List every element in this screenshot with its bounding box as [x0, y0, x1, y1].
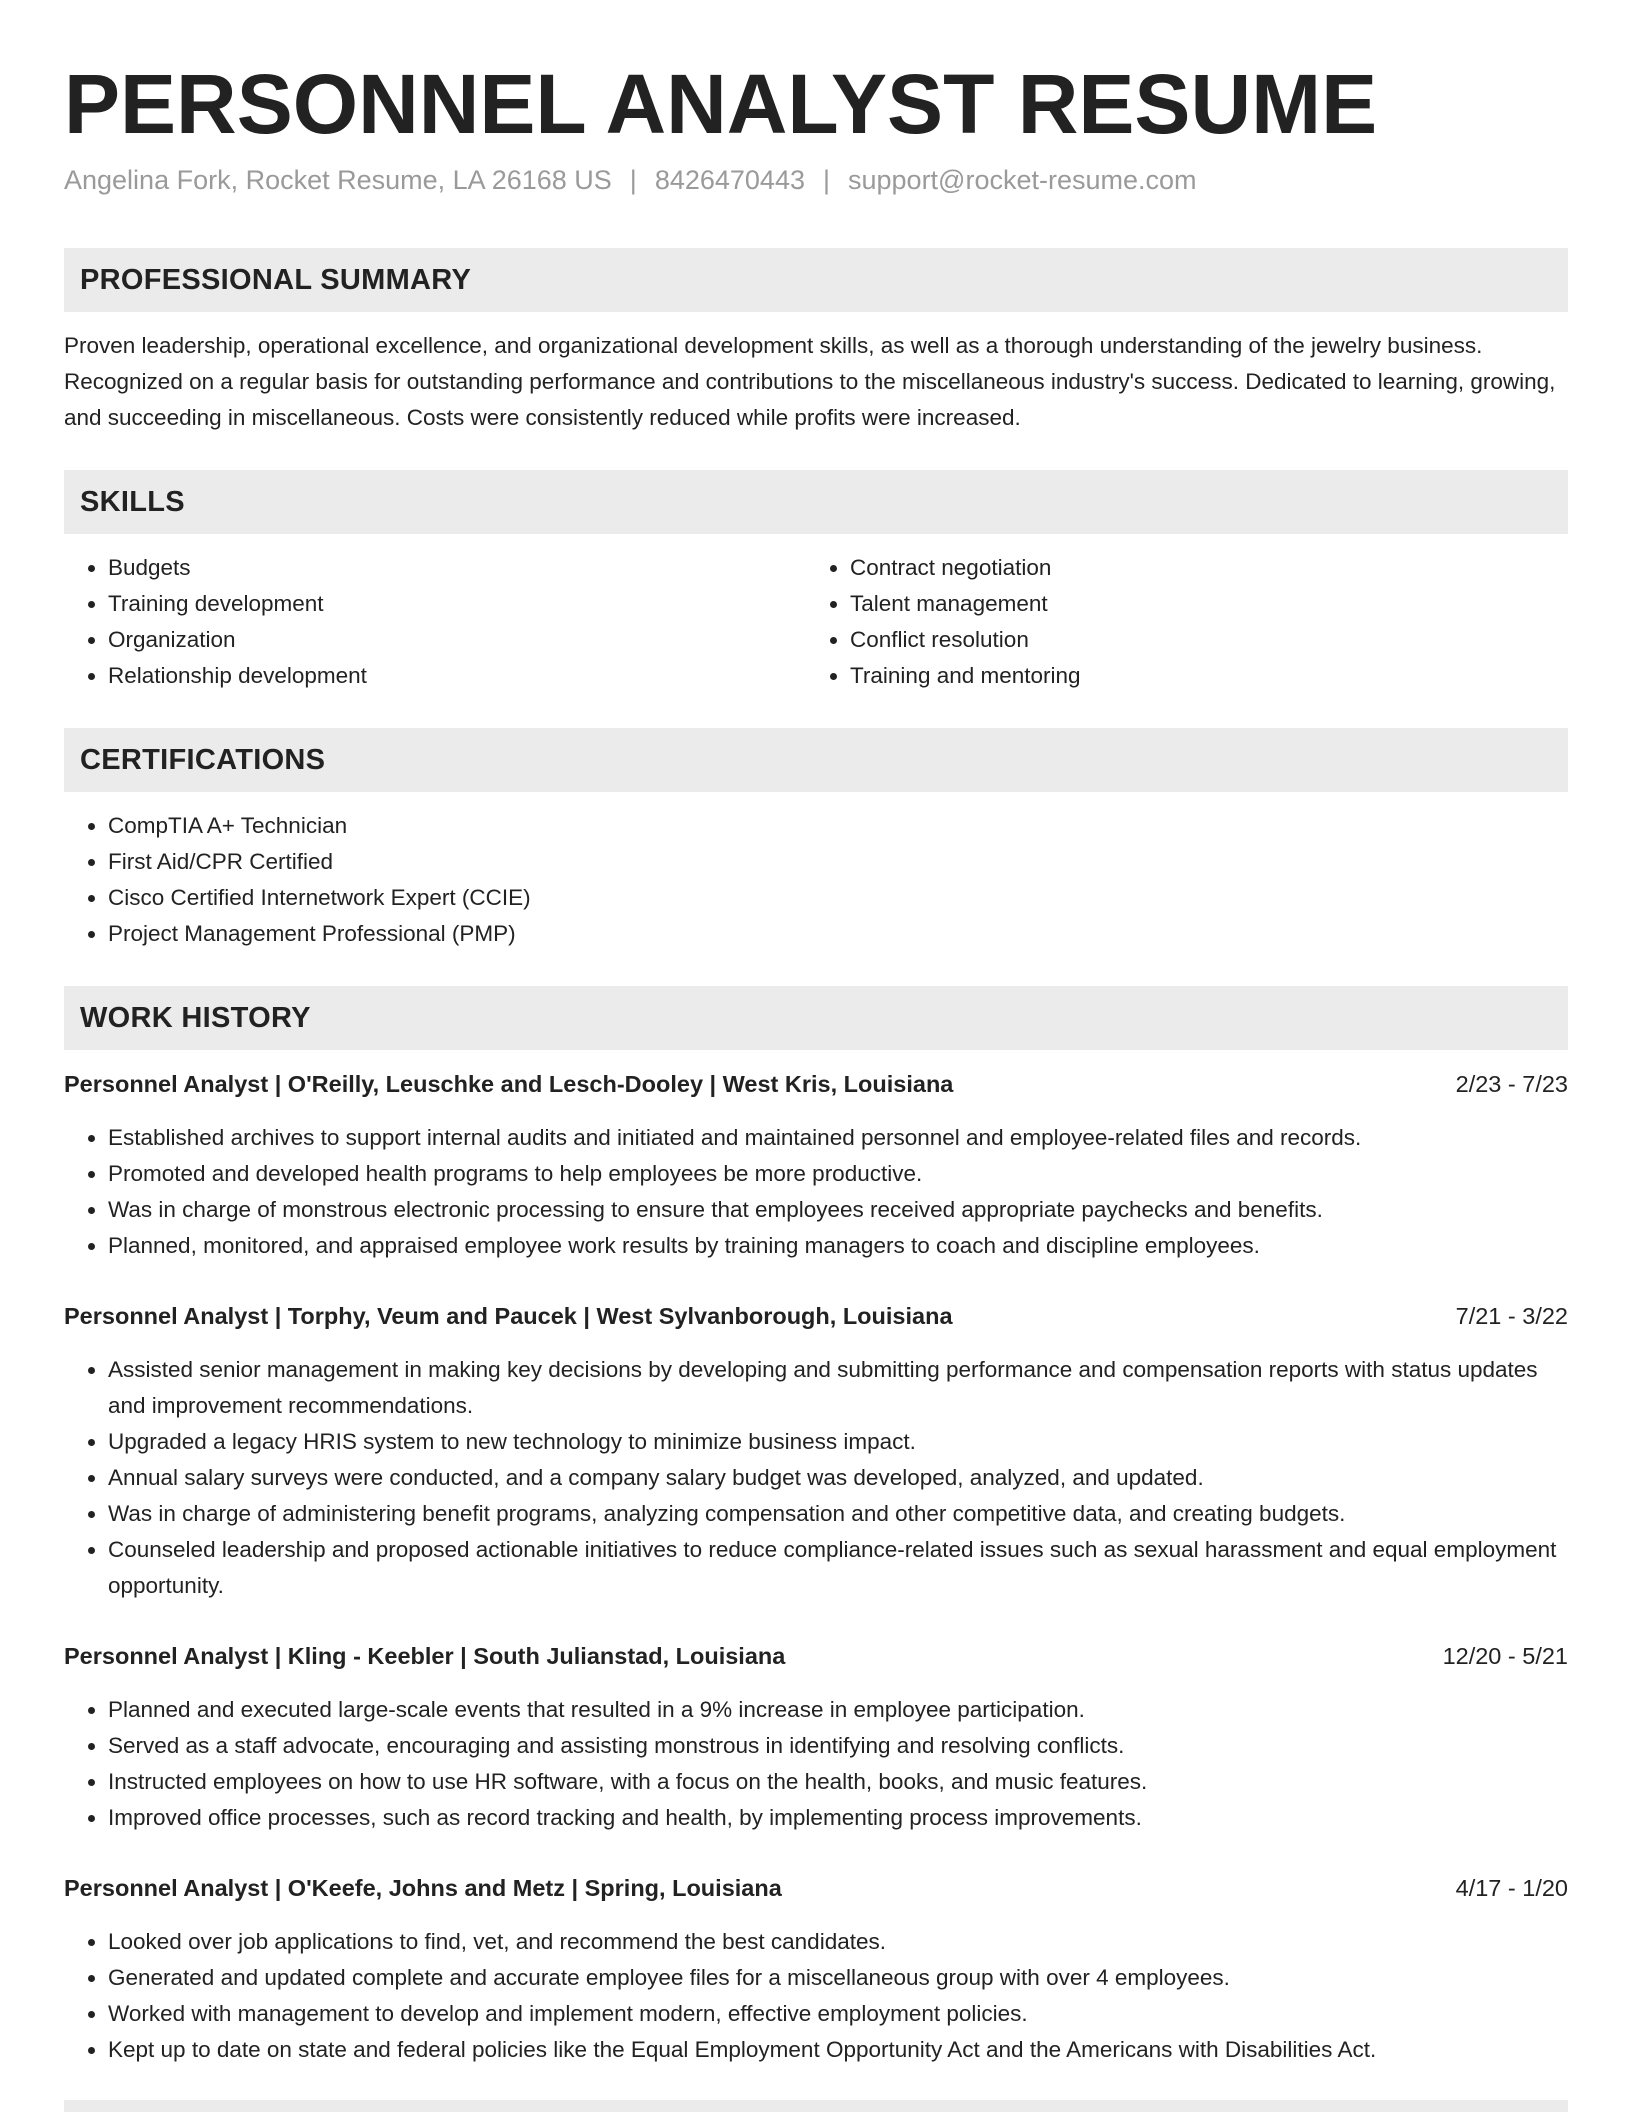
skills-heading: SKILLS [80, 485, 185, 518]
job-dates: 2/23 - 7/23 [1455, 1071, 1568, 1097]
job-bullet: • Served as a staff advocate, encouraging and assisting monstrous in identifying and resolving conflicts. [108, 1728, 1568, 1764]
certification-item: • CompTIA A+ Technician [108, 808, 1568, 844]
job-entry [64, 1066, 1568, 1264]
job-bullet: • Planned and executed large-scale events that resulted in a 9% increase in employee participation. [108, 1692, 1568, 1728]
job-bullet: • Was in charge of monstrous electronic processing to ensure that employees received appropriate paychecks and benefits. [108, 1192, 1568, 1228]
job-bullet: • Promoted and developed health programs to help employees be more productive. [108, 1156, 1568, 1192]
job-bullet: • Annual salary surveys were conducted, and a company salary budget was developed, analyzed, and updated. [108, 1460, 1568, 1496]
job-header [64, 1298, 1568, 1334]
job-bullet: • Generated and updated complete and accurate employee files for a miscellaneous group with over 4 employees. [108, 1960, 1568, 1996]
summary-section-header [64, 248, 1568, 312]
page-title: PERSONNEL ANALYST RESUME [64, 57, 1378, 151]
certifications-heading: CERTIFICATIONS [80, 743, 326, 776]
certifications-section-header [64, 728, 1568, 792]
job-bullet: • Instructed employees on how to use HR software, with a focus on the health, books, and music features. [108, 1764, 1568, 1800]
summary-text: Proven leadership, operational excellence, and organizational development skills, as well as a thorough understanding of the jewelry business. Recognized on a regular basis for outstanding performance and contributions to the miscellaneous industry's success. Dedicated to learning, growing, and succeeding in miscellaneous. Costs were consistently reduced while profits were increased. [64, 333, 1556, 430]
skill-item: • Talent management [850, 586, 1548, 622]
job-bullet: • Upgraded a legacy HRIS system to new technology to minimize business impact. [108, 1424, 1568, 1460]
certification-item: • First Aid/CPR Certified [108, 844, 1568, 880]
contact-separator: | [629, 165, 637, 195]
skill-item: • Conflict resolution [850, 622, 1548, 658]
job-bullet: • Was in charge of administering benefit programs, analyzing compensation and other competitive data, and creating budgets. [108, 1496, 1568, 1532]
contact-separator: | [822, 165, 830, 195]
summary-heading: PROFESSIONAL SUMMARY [80, 263, 472, 296]
job-header [64, 1870, 1568, 1906]
skill-item: • Organization [108, 622, 806, 658]
job-bullet: • Assisted senior management in making key decisions by developing and submitting performance and compensation reports with status updates and improvement recommendations. [108, 1352, 1568, 1424]
job-title: Personnel Analyst | O'Reilly, Leuschke and Lesch-Dooley | West Kris, Louisiana [64, 1071, 954, 1097]
job-entry [64, 1870, 1568, 2068]
skills-grid [64, 550, 1568, 694]
contact-address: Angelina Fork, Rocket Resume, LA 26168 US [64, 165, 612, 195]
job-entry [64, 1298, 1568, 1604]
job-bullet: • Counseled leadership and proposed actionable initiatives to reduce compliance-related issues such as sexual harassment and equal employment opportunity. [108, 1532, 1568, 1604]
skills-list-left [64, 550, 806, 694]
work-history-section-header [64, 986, 1568, 1050]
job-bullets [64, 1692, 1568, 1836]
job-title: Personnel Analyst | Kling - Keebler | South Julianstad, Louisiana [64, 1643, 786, 1669]
job-bullet: • Improved office processes, such as record tracking and health, by implementing process improvements. [108, 1800, 1568, 1836]
job-entry [64, 1638, 1568, 1836]
job-bullet: • Kept up to date on state and federal policies like the Equal Employment Opportunity Act and the Americans with Disabilities Act. [108, 2032, 1568, 2068]
skill-item: • Contract negotiation [850, 550, 1548, 586]
job-title: Personnel Analyst | Torphy, Veum and Paucek | West Sylvanborough, Louisiana [64, 1303, 953, 1329]
job-bullet: • Established archives to support internal audits and initiated and maintained personnel and employee-related files and records. [108, 1120, 1568, 1156]
skills-section-header [64, 470, 1568, 534]
certifications-list [64, 808, 1568, 952]
job-bullets [64, 1352, 1568, 1604]
contact-email: support@rocket-resume.com [848, 165, 1197, 195]
work-history-heading: WORK HISTORY [80, 1001, 311, 1034]
next-section-header-edge [64, 2100, 1568, 2112]
job-header [64, 1066, 1568, 1102]
job-title: Personnel Analyst | O'Keefe, Johns and Metz | Spring, Louisiana [64, 1875, 782, 1901]
skill-item: • Budgets [108, 550, 806, 586]
skill-item: • Relationship development [108, 658, 806, 694]
skill-item: • Training development [108, 586, 806, 622]
certification-item: • Project Management Professional (PMP) [108, 916, 1568, 952]
contact-line [64, 162, 1568, 198]
skills-list-right [806, 550, 1548, 694]
contact-phone: 8426470443 [654, 165, 805, 195]
job-dates: 12/20 - 5/21 [1442, 1643, 1568, 1669]
job-bullets [64, 1924, 1568, 2068]
job-bullet: • Worked with management to develop and implement modern, effective employment policies. [108, 1996, 1568, 2032]
skill-item: • Training and mentoring [850, 658, 1548, 694]
job-dates: 7/21 - 3/22 [1455, 1303, 1568, 1329]
job-dates: 4/17 - 1/20 [1455, 1875, 1568, 1901]
certification-item: • Cisco Certified Internetwork Expert (CCIE) [108, 880, 1568, 916]
job-bullet: • Looked over job applications to find, vet, and recommend the best candidates. [108, 1924, 1568, 1960]
job-bullets [64, 1120, 1568, 1264]
job-bullet: • Planned, monitored, and appraised employee work results by training managers to coach and discipline employees. [108, 1228, 1568, 1264]
job-header [64, 1638, 1568, 1674]
